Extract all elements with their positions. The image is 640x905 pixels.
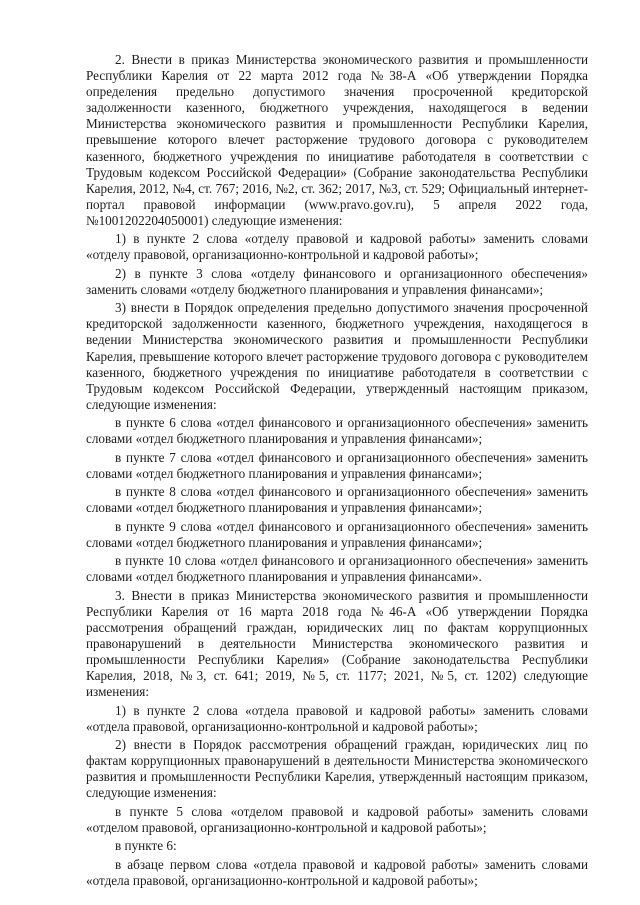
paragraph-point-8: в пункте 8 слова «отдел финансового и организационного обеспечения» заменить словами «отдел бюджетного планирования и управления финансами»;	[86, 484, 588, 516]
paragraph-point-7: в пункте 7 слова «отдел финансового и организационного обеспечения» заменить словами «отдел бюджетного планирования и управления финансами»;	[86, 449, 588, 481]
paragraph-point-5: в пункте 5 слова «отделом правовой и кадровой работы» заменить словами «отделом правовой, организационно-контрольной и кадровой работы»;	[86, 803, 588, 835]
paragraph-subitem-3-1: 1) в пункте 2 слова «отдела правовой и кадровой работы» заменить словами «отдела правовой, организационно-контрольной и кадровой работы»;	[86, 702, 588, 734]
paragraph-subitem-3-2: 2) внести в Порядок рассмотрения обращений граждан, юридических лиц по фактам коррупционных правонарушений в деятельности Министерства экономического развития и промышленности Республики Карелия, утвержденный настоящим приказом, следующие изменения:	[86, 737, 588, 801]
paragraph-point-6-abzac-1: в абзаце первом слова «отдела правовой и кадровой работы» заменить словами «отдела правовой, организационно-контрольной и кадровой работы»;	[86, 856, 588, 888]
paragraph-subitem-2-2: 2) в пункте 3 слова «отделу финансового и организационного обеспечения» заменить словами «отделу бюджетного планирования и управления финансами»;	[86, 265, 588, 297]
document-page	[86, 52, 588, 891]
paragraph-point-9: в пункте 9 слова «отдел финансового и организационного обеспечения» заменить словами «отдел бюджетного планирования и управления финансами»;	[86, 518, 588, 550]
paragraph-point-6-header: в пункте 6:	[115, 838, 177, 854]
paragraph-point-6: в пункте 6 слова «отдел финансового и организационного обеспечения» заменить словами «отдел бюджетного планирования и управления финансами»;	[86, 415, 588, 447]
paragraph-item-2: 2. Внести в приказ Министерства экономического развития и промышленности Республики Карелия от 22 марта 2012 года №38-А «Об утверждении Порядка определения предельно допустимого значения просроченной кредиторской задолженности казенного, бюджетного учреждения, находящегося в ведении Министерства экономического развития и промышленности Республики Карелия, превышение которого влечет расторжение трудового договора с руководителем казенного, бюджетного учреждения по инициативе работодателя в соответствии с Трудовым кодексом Российской Федерации» (Собрание законодательства Республики Карелия, 2012, №4, ст. 767; 2016, №2, ст. 362; 2017, №3, ст. 529; Официальный интернет-портал правовой информации (www.pravo.gov.ru), 5 апреля 2022 года, №1001202204050001) следующие изменения:	[86, 52, 588, 228]
paragraph-item-3: 3. Внести в приказ Министерства экономического развития и промышленности Республики Карелия от 16 марта 2018 года №46-А «Об утверждении Порядка рассмотрения обращений граждан, юридических лиц по фактам коррупционных правонарушений в деятельности Министерства экономического развития и промышленности Республики Карелия» (Собрание законодательства Республики Карелия, 2018, №3, ст. 641; 2019, №5, ст. 1177; 2021, №5, ст. 1202) следующие изменения:	[86, 587, 588, 700]
paragraph-subitem-2-1: 1) в пункте 2 слова «отделу правовой и кадровой работы» заменить словами «отделу правовой, организационно-контрольной и кадровой работы»;	[86, 231, 588, 263]
paragraph-point-10: в пункте 10 слова «отдел финансового и организационного обеспечения» заменить словами «отдел бюджетного планирования и управления финансами».	[86, 553, 588, 585]
paragraph-subitem-2-3: 3) внести в Порядок определения предельно допустимого значения просроченной кредиторской задолженности казенного, бюджетного учреждения, находящегося в ведении Министерства экономического развития и промышленности Республики Карелия, превышение которого влечет расторжение трудового договора с руководителем казенного, бюджетного учреждения по инициативе работодателя в соответствии с Трудовым кодексом Российской Федерации, утвержденный настоящим приказом, следующие изменения:	[86, 300, 588, 412]
